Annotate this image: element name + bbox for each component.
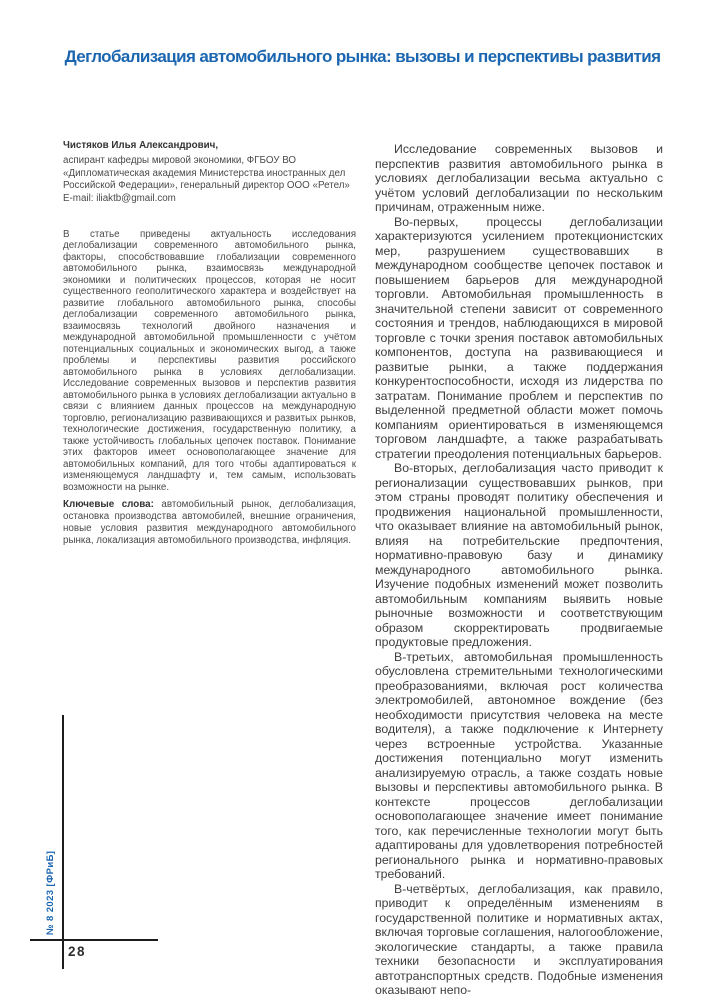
page-title: Деглобализация автомобильного рынка: вызовы и перспективы развития [64, 47, 661, 66]
author-affiliation-line: аспирант кафедры мировой экономики, ФГБОУ ВО [63, 154, 297, 166]
author-affiliation-line: «Дипломатическая академия Министерства иностранных дел [63, 167, 346, 179]
left-column [63, 140, 356, 547]
author-block [63, 140, 356, 206]
article-paragraph: В-третьих, автомобильная промышленность обусловлена стремительными технологическими преобразованиями, включая рост количества электромобилей, автономное вождение (без необходимости присутствия человека на месте водителя), а также подключение к Интернету через встроенные устройства. Указанные достижения потенциально могут изменить анализируемую отрасль, а также создать новые вызовы и перспективы автомобильного рынка. В контексте процессов деглобализации основополагающее значение имеет понимание того, как перечисленные технологии могут быть адаптированы для удовлетворения потребностей регионального рынка и нормативно-правовых требований. [375, 649, 663, 881]
issue-label: № 8 2023 [ФРиБ] [45, 850, 56, 935]
abstract-text: В статье приведены актуальность исследования деглобализации современного автомобильного рынка, факторы, способствовавшие глобализации современного автомобильного рынка, взаимосвязь международной экономики и политических процессов, которая не носит существенного геополитического характера и воздействует на развитие глобального автомобильного рынка, способы деглобализации современного автомобильного рынка, взаимосвязь технологий двойного назначения и международной автомобильной промышленности с учётом потенциальных социальных и экономических выгод, а также проблемы и перспективы развития российского автомобильного рынка в условиях деглобализации. Исследование современных вызовов и перспектив развития автомобильного рынка в условиях деглобализации актуально в связи с влиянием данных процессов на международную торговлю, регионализацию развивающихся и развитых рынков, технологические достижения, государственную политику, а также устойчивость глобальных цепочек поставок. Понимание этих факторов имеет основополагающее значение для автомобильных компаний, для того чтобы адаптироваться к изменяющемуся ландшафту и, тем самым, использовать возможности на рынке. [63, 228, 356, 493]
article-paragraph: Исследование современных вызовов и перспектив развития автомобильного рынка в условиях деглобализации весьма актуально с учётом условий деглобализации по нескольким причинам, отраженным ниже. [375, 142, 663, 214]
keywords-text: автомобильный рынок, деглобализация, остановка производства автомобилей, внешние ограничения, новые условия развития международного автомобильного рынка, локализация автомобильного производства, инфляция. [63, 499, 357, 547]
author-name: Чистяков Илья Александрович, [63, 140, 219, 151]
page-number: 28 [68, 944, 87, 959]
article-body [375, 142, 663, 998]
footer-horizontal-rule [30, 939, 158, 941]
article-paragraph: В-четвёртых, деглобализация, как правило, приводит к определённым изменениям в государственной политике и нормативных актах, включая торговые соглашения, налогообложение, экологические стандарты, а также правила техники безопасности и эксплуатирования автотранспортных средств. Подобные изменения оказывают непо- [375, 881, 663, 997]
keywords-label: Ключевые слова: [63, 499, 154, 511]
article-paragraph: Во-вторых, деглобализация часто приводит к регионализации существовавших рынков, при этом страны проводят политику обеспечения и продвижения национальной промышленности, что оказывает влияние на автомобильный рынок, влияя на потребительские предпочтения, нормативно-правовую базу и динамику международного автомобильного рынка. Изучение подобных изменений может позволить автомобильным компаниям выявить новые рыночные возможности и соответствующим образом скорректировать продвигаемые продуктовые предложения. [375, 461, 663, 649]
author-email: E-mail: iliaktb@gmail.com [63, 193, 176, 205]
article-paragraph: Во-первых, процессы деглобализации характеризуются усилением протекционистских мер, разрушением существовавших в международном сообществе цепочек поставок и повышением барьеров для международной торговли. Автомобильная промышленность в значительной степени зависит от современного состояния и трендов, наблюдающихся в мировой торговле с точки зрения поставок автомобильных компонентов, доступа на развивающиеся и развитые рынки, а также поддержания конкурентоспособности, исходя из лидерства по затратам. Понимание проблем и перспектив по выделенной предметной области может помочь компаниям ориентироваться в изменяющемся торговом ландшафте, а также разрабатывать стратегии преодоления потенциальных барьеров. [375, 214, 663, 461]
author-affiliation-line: Российской Федерации», генеральный директор ООО «Ретел» [63, 180, 350, 192]
sidebar-vertical-rule [62, 715, 64, 969]
keywords-block [63, 499, 356, 547]
